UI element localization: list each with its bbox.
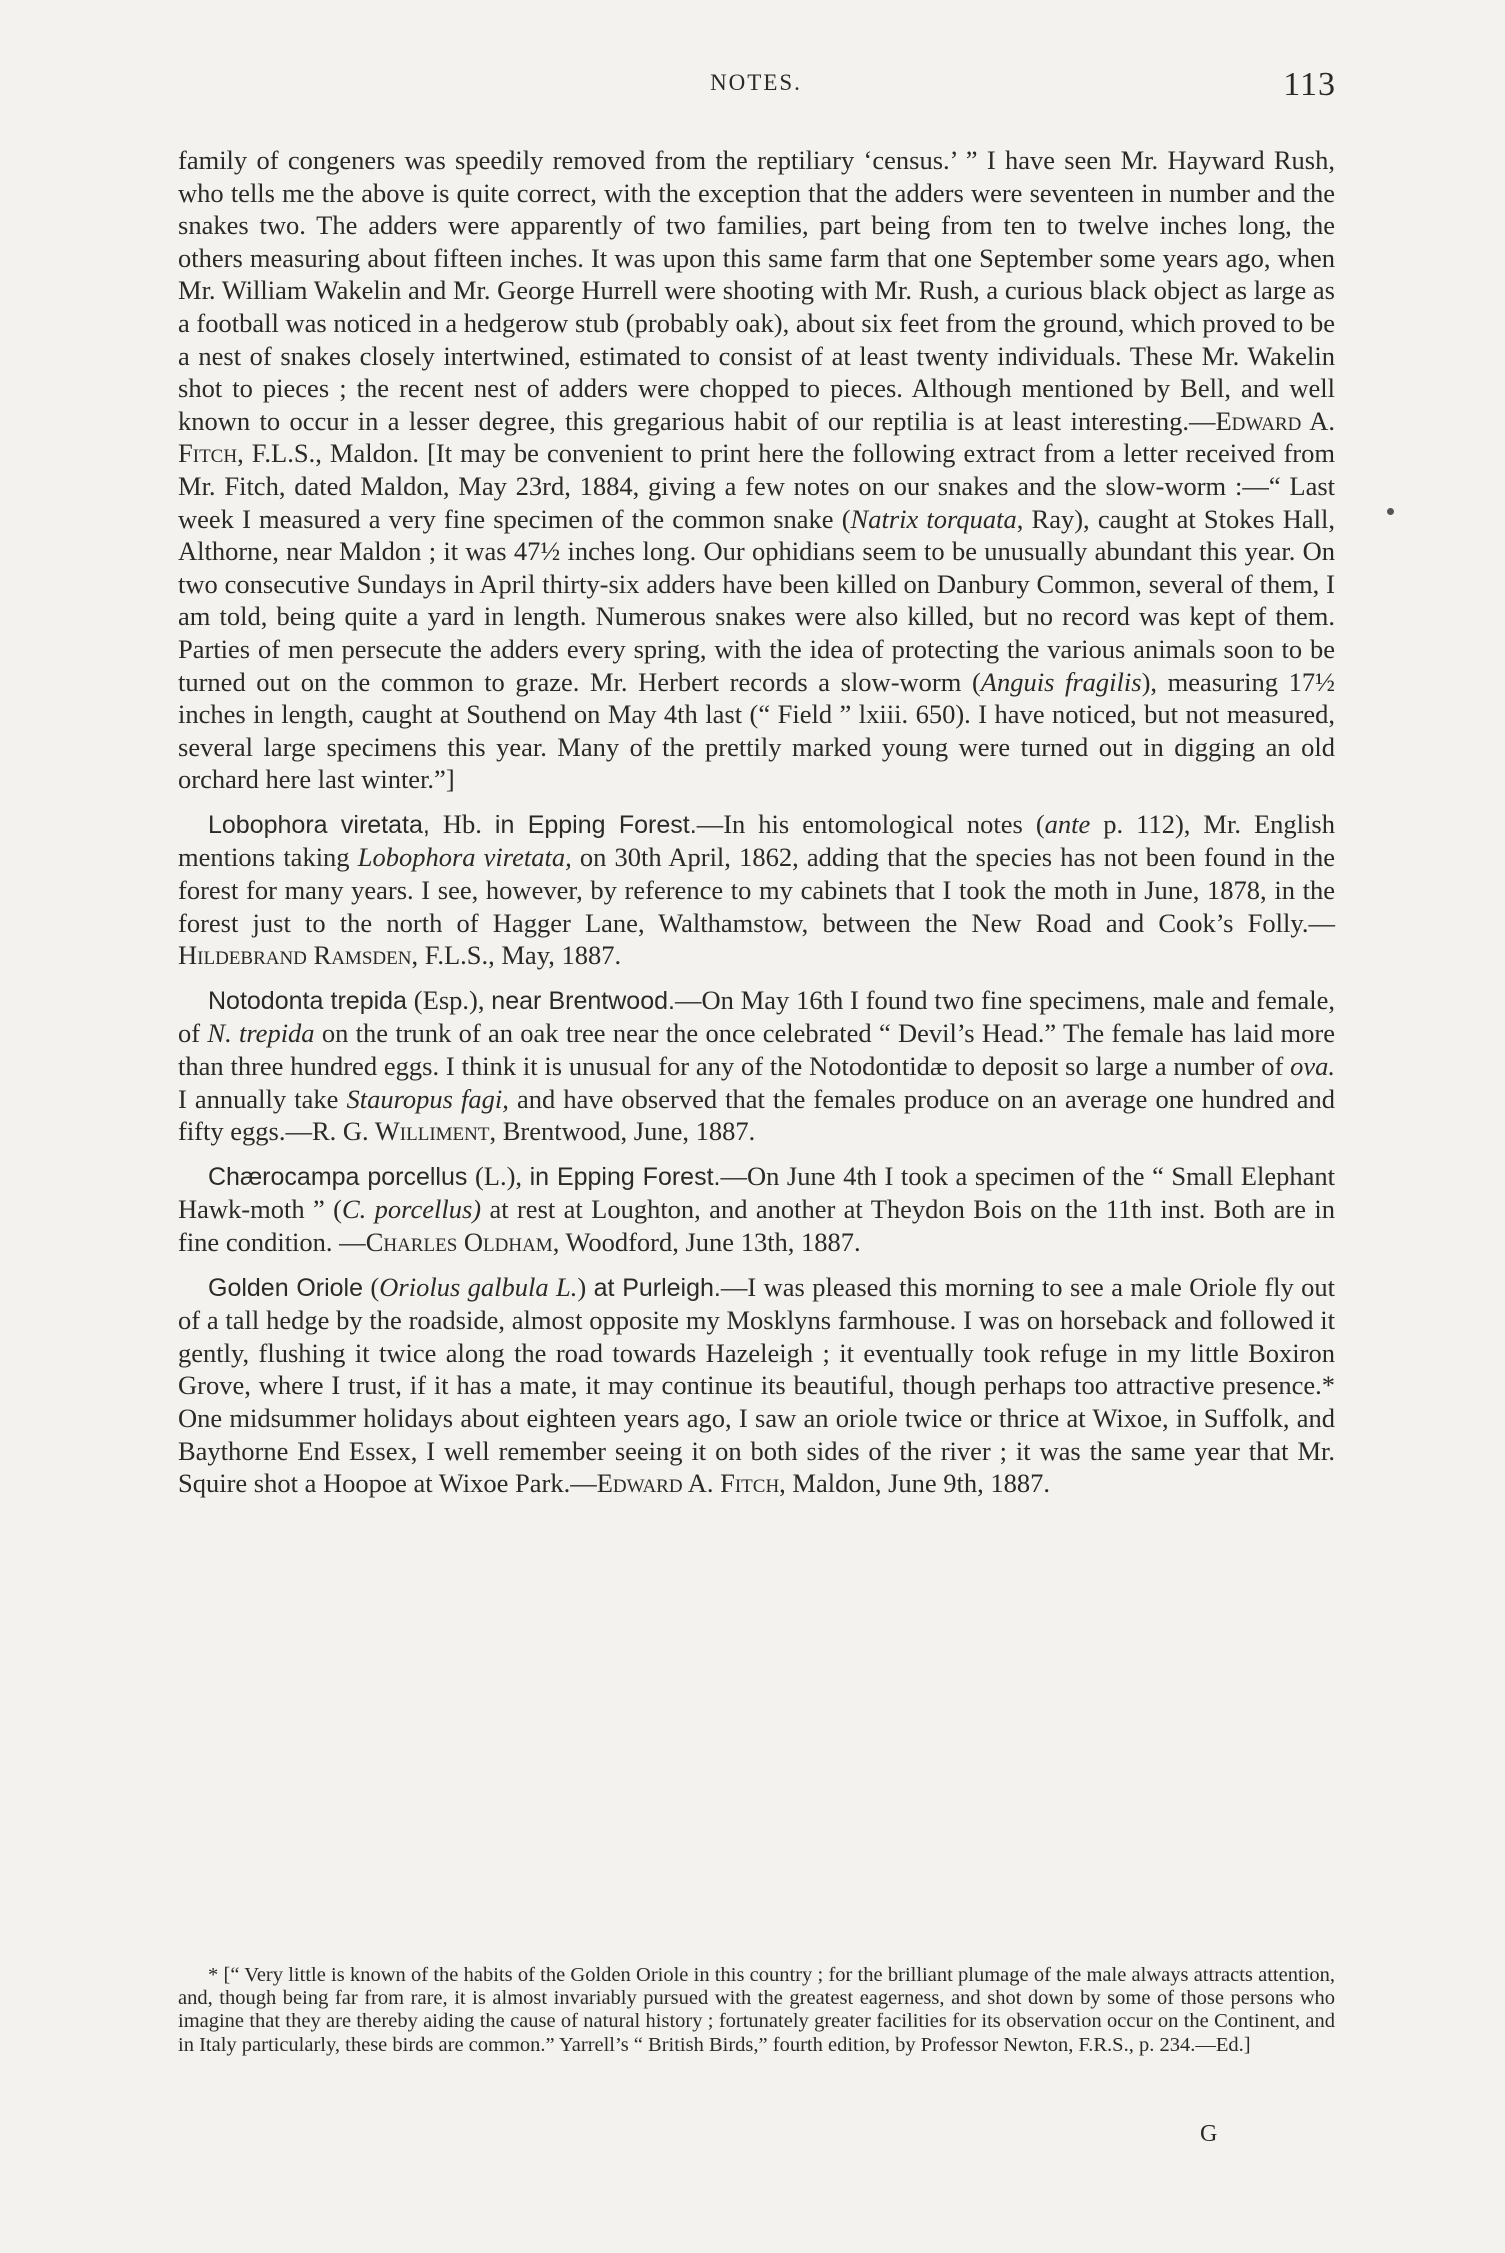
text-run: on 30th April, 1862, adding that the species has not been found in the forest for many years. I see, however, by reference to my cabinets that I took the moth in June, 1878, in the forest just to the north of Hagger Lane, Walthamstow, between the New Road and Cook’s Folly.— xyxy=(178,842,1336,938)
paragraph-adders xyxy=(178,144,1335,796)
author-name: Edward A. Fitch xyxy=(178,405,1335,469)
text-run: (Esp.), xyxy=(406,984,492,1015)
text-run: , Woodford, June 13th, 1887. xyxy=(552,1227,861,1257)
text-run: ), measuring 17½ inches in length, caught at Southend on May 4th last (“ Field ” lxiii. 650). I have noticed, but not measured, several large specimens this year. Many of the prettily marked young were turned out in digging an old orchard here last winter.”] xyxy=(178,666,1335,795)
entry-golden-oriole xyxy=(178,1271,1335,1500)
text-run: ) xyxy=(577,1271,594,1302)
text-run: —On May 16th I found two fine specimens, male and female, of xyxy=(178,984,1335,1049)
text-run: p. 112), Mr. English mentions taking xyxy=(178,808,1335,873)
entry-heading: Chærocampa porcellus xyxy=(208,1162,468,1191)
entry-heading: Notodonta trepida xyxy=(208,986,407,1015)
species-name: N. trepida xyxy=(207,1018,315,1049)
entry-chaerocampa xyxy=(178,1160,1335,1259)
entry-heading-location: in Epping Forest. xyxy=(529,1162,721,1191)
text-run: , Ray), caught at Stokes Hall, Althorne, near Maldon ; it was 47½ inches long. Our ophidians seem to be unusually abundant this year. On two consecutive Sundays in April thirty-six adders have been killed on Danbury Common, several of them, I am told, being quite a yard in length. Numerous snakes were also killed, but no record was kept of them. Parties of men persecute the adders every spring, with the idea of protecting the various animals soon to be turned out on the common to graze. Mr. Herbert records a slow-worm ( xyxy=(178,503,1335,697)
text-run: and have observed that the females produce on an average one hundred and fifty eggs.— xyxy=(178,1083,1335,1147)
author-name: R. G. Williment xyxy=(311,1116,490,1147)
text-run: I annually take xyxy=(178,1083,347,1114)
margin-dot xyxy=(1387,508,1394,515)
italic-term: ante xyxy=(1044,808,1091,839)
article-body xyxy=(178,144,1335,1500)
text-run: ( xyxy=(363,1271,380,1302)
page-number: 113 xyxy=(1283,66,1336,103)
page-header-title: NOTES. xyxy=(710,70,802,95)
entry-heading-location: near Brentwood. xyxy=(491,986,675,1015)
entry-heading-location: in Epping Forest. xyxy=(494,810,697,839)
text-run: at rest at Loughton, and another at Theydon Bois on the 11th inst. Both are in fine condition. — xyxy=(178,1194,1335,1257)
text-run: , Maldon, June 9th, 1887. xyxy=(779,1468,1051,1499)
text-run: Hb. xyxy=(429,808,495,839)
signature-mark: G xyxy=(1200,2121,1218,2147)
entry-heading: Golden Oriole xyxy=(208,1273,364,1302)
text-run: —In his entomological notes ( xyxy=(696,808,1045,839)
entry-notodonta xyxy=(178,984,1335,1148)
author-name: Charles Oldham xyxy=(365,1227,553,1257)
entry-heading-location: at Purleigh. xyxy=(593,1273,721,1302)
text-run: —I was pleased this morning to see a male Oriole fly out of a tall hedge by the roadside, almost opposite my Mosklyns farmhouse. I was on horseback and followed it gently, flushing it twice along the road towards Hazeleigh ; it eventually took refuge in my little Boxiron Grove, where I trust, if it has a mate, it may continue its beautiful, though perhaps too attractive presence.* One midsummer holidays about eighteen years ago, I saw an oriole twice or thrice at Wixoe, in Suffolk, and Baythorne End Essex, I well remember seeing it on both sides of the river ; it was the same year that Mr. Squire shot a Hoopoe at Wixoe Park.— xyxy=(178,1271,1336,1499)
running-head xyxy=(176,66,1336,110)
author-name: Hildebrand Ramsden xyxy=(178,940,412,971)
text-run: family of congeners was speedily removed from the reptiliary ‘census.’ ” I have seen Mr. Hayward Rush, who tells me the above is quite correct, with the exception that the adders were seventeen in number and the snakes two. The adders were apparently of two families, part being from ten to twelve inches long, the others measuring about fifteen inches. It was upon this same farm that one September some years ago, when Mr. William Wakelin and Mr. George Hurrell were shooting with Mr. Rush, a curious black object as large as a football was noticed in a hedgerow stub (probably oak), about six feet from the ground, which proved to be a nest of snakes closely intertwined, estimated to consist of at least twenty individuals. These Mr. Wakelin shot to pieces ; the recent nest of adders were chopped to pieces. Although mentioned by Bell, and well known to occur in a lesser degree, this gregarious habit of our reptilia is at least interesting.— xyxy=(178,145,1335,436)
author-name: Edward A. Fitch xyxy=(596,1468,780,1499)
entry-heading: Lobophora viretata, xyxy=(208,810,430,839)
species-name: Lobophora viretata, xyxy=(357,842,572,873)
species-name: Natrix torquata xyxy=(850,503,1017,534)
text-run: on the trunk of an oak tree near the once celebrated “ Devil’s Head.” The female has laid more than three hundred eggs. I think it is unusual for any of the Notodontidæ to deposit so large a number of xyxy=(178,1018,1335,1082)
italic-term: ova. xyxy=(1290,1051,1335,1082)
entry-lobophora xyxy=(178,808,1335,972)
text-run: —On June 4th I took a specimen of the “ Small Elephant Hawk-moth ” ( xyxy=(178,1160,1335,1225)
species-name: Anguis fragilis xyxy=(980,666,1142,697)
species-name: Stauropus fagi, xyxy=(346,1083,509,1114)
text-run: (L.), xyxy=(467,1160,530,1191)
species-name: C. porcellus) xyxy=(341,1194,482,1225)
text-run: , F.L.S., Maldon. [It may be convenient to print here the following extract from a letter received from Mr. Fitch, dated Maldon, May 23rd, 1884, giving a few notes on our snakes and the slow-worm :—“ Last week I measured a very fine specimen of the common snake ( xyxy=(178,438,1335,534)
text-run: , Brentwood, June, 1887. xyxy=(489,1116,756,1147)
species-name: Oriolus galbula L. xyxy=(379,1271,578,1302)
footnote: * [“ Very little is known of the habits of the Golden Oriole in this country ; for the brilliant plumage of the male always attracts attention, and, though being far from rare, it is almost invariably pursued with the greatest eagerness, and shot down by some of those persons who imagine that they are thereby aiding the cause of natural history ; fortunately greater facilities for its observation occur on the Continent, and in Italy particularly, these birds are common.” Yarrell’s “ British Birds,” fourth edition, by Professor Newton, F.R.S., p. 234.—Ed.] xyxy=(178,1964,1335,2056)
text-run: , F.L.S., May, 1887. xyxy=(411,940,622,971)
